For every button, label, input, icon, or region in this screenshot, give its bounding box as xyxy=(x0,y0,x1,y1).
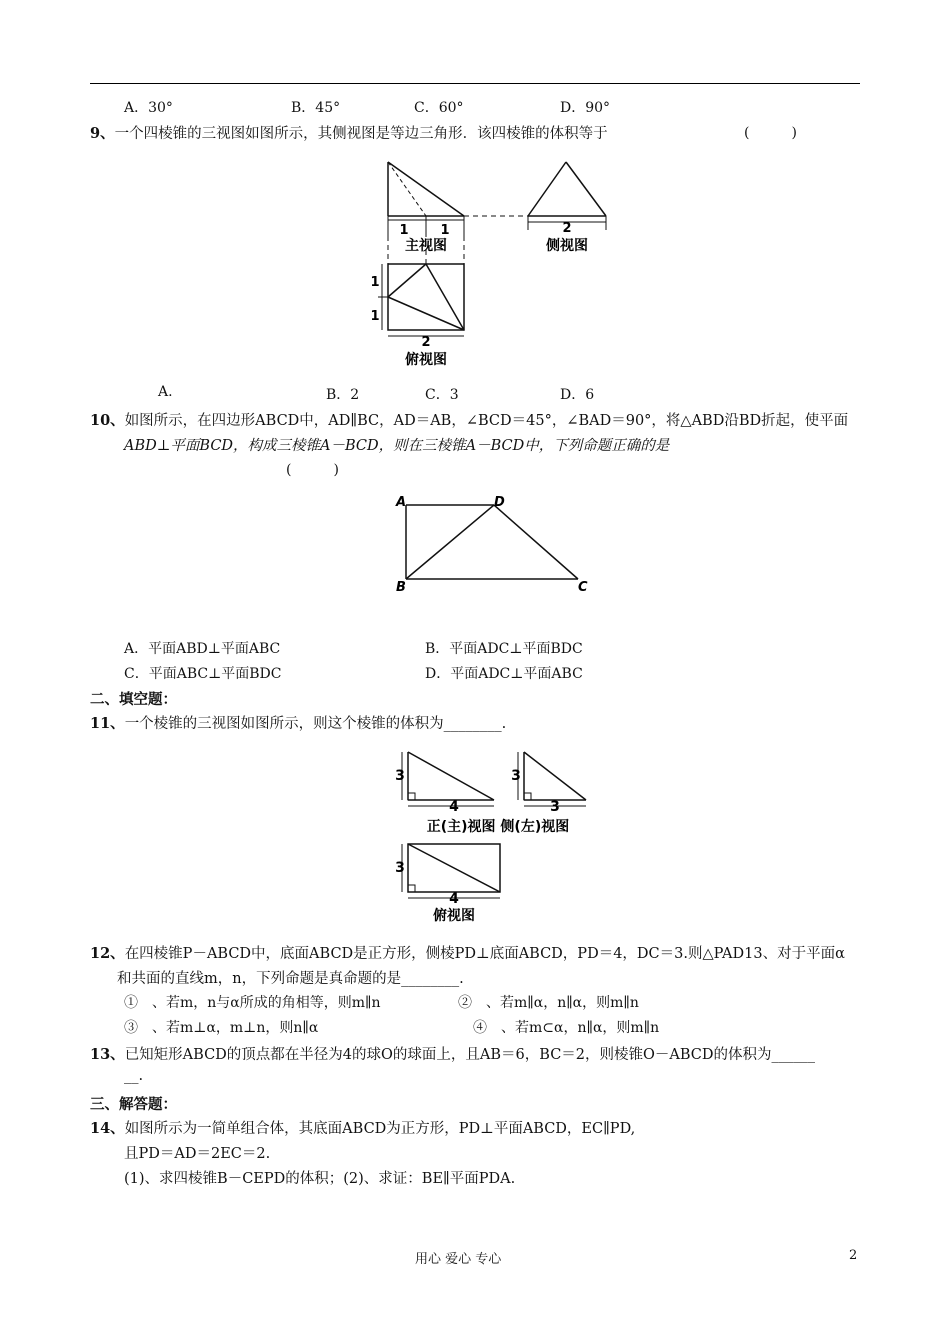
header-rule xyxy=(90,83,860,84)
q9-three-view-figure xyxy=(370,152,630,377)
q10-option-c: C．平面ABC⊥平面BDC xyxy=(124,666,282,682)
q8-option-d: D．90° xyxy=(560,100,611,116)
section-fill-in-heading: 二、填空题： xyxy=(90,691,177,708)
q11-top-label: 俯视图 xyxy=(433,908,475,924)
q10-option-d: D．平面ADC⊥平面ABC xyxy=(425,666,583,682)
q11-front-w: 4 xyxy=(449,799,459,815)
q11-stem xyxy=(90,712,506,733)
q9-option-c: C．3 xyxy=(425,387,459,403)
q10-option-a: A．平面ABD⊥平面ABC xyxy=(124,641,281,657)
q11-side-h: 3 xyxy=(511,768,521,784)
q8-option-a: A．30° xyxy=(124,100,173,116)
q11-number: 11、 xyxy=(90,715,125,732)
q9-text: 一个四棱锥的三视图如图所示，其侧视图是等边三角形．该四棱锥的体积等于 xyxy=(114,126,608,142)
q10-label-c: C xyxy=(578,580,588,595)
page-number: 2 xyxy=(849,1248,858,1263)
q8-option-b: B．45° xyxy=(291,100,341,116)
q9-option-a: A. xyxy=(158,384,173,400)
q11-side-view xyxy=(518,752,586,806)
q12-option-4: ④ 、若m⊂α，n∥α，则m∥n xyxy=(473,1020,660,1036)
q11-front-side-label: 正(主)视图 侧(左)视图 xyxy=(426,819,570,835)
q9-option-b: B．2 xyxy=(326,387,360,403)
q14-line3: (1)、求四棱锥B－CEPD的体积；(2)、求证：BE∥平面PDA. xyxy=(124,1171,516,1187)
q12-number: 12、 xyxy=(90,945,125,962)
q12-stem-line1 xyxy=(90,942,845,963)
q12-option-2: ② 、若m∥α，n∥α，则m∥n xyxy=(458,995,639,1011)
q10-line1: 如图所示，在四边形ABCD中，AD∥BC，AD＝AB，∠BCD＝45°，∠BAD＝90°，将△ABD沿BD折起，使平面 xyxy=(124,413,849,429)
q10-label-d: D xyxy=(494,495,505,510)
q13-line1: 已知矩形ABCD的顶点都在半径为4的球O的球面上，且AB＝6，BC＝2，则棱锥O－ABCD的体积为______ xyxy=(124,1047,816,1063)
q8-option-c: C．60° xyxy=(414,100,464,116)
q14-number: 14、 xyxy=(90,1120,125,1137)
q14-stem-line1 xyxy=(90,1117,635,1138)
q9-side-view xyxy=(528,162,606,230)
q10-option-b: B．平面ADC⊥平面BDC xyxy=(425,641,583,657)
q10-number: 10、 xyxy=(90,412,125,429)
q11-top-w: 4 xyxy=(449,891,459,907)
q9-front-dim-1: 1 xyxy=(399,223,409,238)
q9-front-label: 主视图 xyxy=(405,238,447,254)
q12-option-3: ③ 、若m⊥α，m⊥n，则n∥α xyxy=(124,1020,319,1036)
q10-stem-line1 xyxy=(90,409,848,430)
q11-three-view-figure xyxy=(390,740,620,930)
q14-line2: 且PD＝AD＝2EC＝2. xyxy=(124,1146,271,1162)
q9-top-view xyxy=(378,264,464,336)
q9-number: 9、 xyxy=(90,125,115,142)
q10-label-b: B xyxy=(396,580,406,595)
q11-text: 一个棱锥的三视图如图所示，则这个棱锥的体积为________. xyxy=(124,716,507,732)
q9-top-dim-left-2: 1 xyxy=(370,309,380,324)
q12-line1: 在四棱锥P－ABCD中，底面ABCD是正方形，侧棱PD⊥底面ABCD，PD＝4，DC＝3.则△PAD13、对于平面α xyxy=(124,946,845,962)
q10-label-a: A xyxy=(396,495,407,510)
q10-blank: ( ) xyxy=(286,462,339,478)
q13-line2: __. xyxy=(124,1068,144,1084)
q11-front-h: 3 xyxy=(395,768,405,784)
q9-top-dim-left-1: 1 xyxy=(370,275,380,290)
q13-stem-line1 xyxy=(90,1043,815,1064)
section-answer-heading: 三、解答题： xyxy=(90,1096,177,1113)
q12-option-1: ① 、若m，n与α所成的角相等，则m∥n xyxy=(124,995,381,1011)
q10-quadrilateral-figure xyxy=(390,490,600,600)
q9-option-d: D．6 xyxy=(560,387,595,403)
q11-top-view xyxy=(402,844,500,898)
q12-line2: 和共面的直线m，n，下列命题是真命题的是________. xyxy=(117,971,464,987)
q9-front-dim-2: 1 xyxy=(440,223,450,238)
q10-line2: ABD⊥平面BCD，构成三棱锥A－BCD，则在三棱锥A－BCD中，下列命题正确的是 xyxy=(124,438,670,454)
footer-slogan: 用心 爱心 专心 xyxy=(415,1252,502,1267)
q11-side-w: 3 xyxy=(550,799,560,815)
q9-stem xyxy=(90,122,608,143)
q9-top-label: 俯视图 xyxy=(405,352,447,368)
q9-side-dim: 2 xyxy=(562,221,572,236)
q13-number: 13、 xyxy=(90,1046,125,1063)
q11-top-h: 3 xyxy=(395,860,405,876)
q9-top-dim-bottom: 2 xyxy=(421,335,431,350)
q9-blank: ( ) xyxy=(744,125,797,141)
q9-side-label: 侧视图 xyxy=(546,238,588,254)
q14-line1: 如图所示为一简单组合体，其底面ABCD为正方形，PD⊥平面ABCD，EC∥PD, xyxy=(124,1121,636,1137)
q11-front-view xyxy=(402,752,494,806)
